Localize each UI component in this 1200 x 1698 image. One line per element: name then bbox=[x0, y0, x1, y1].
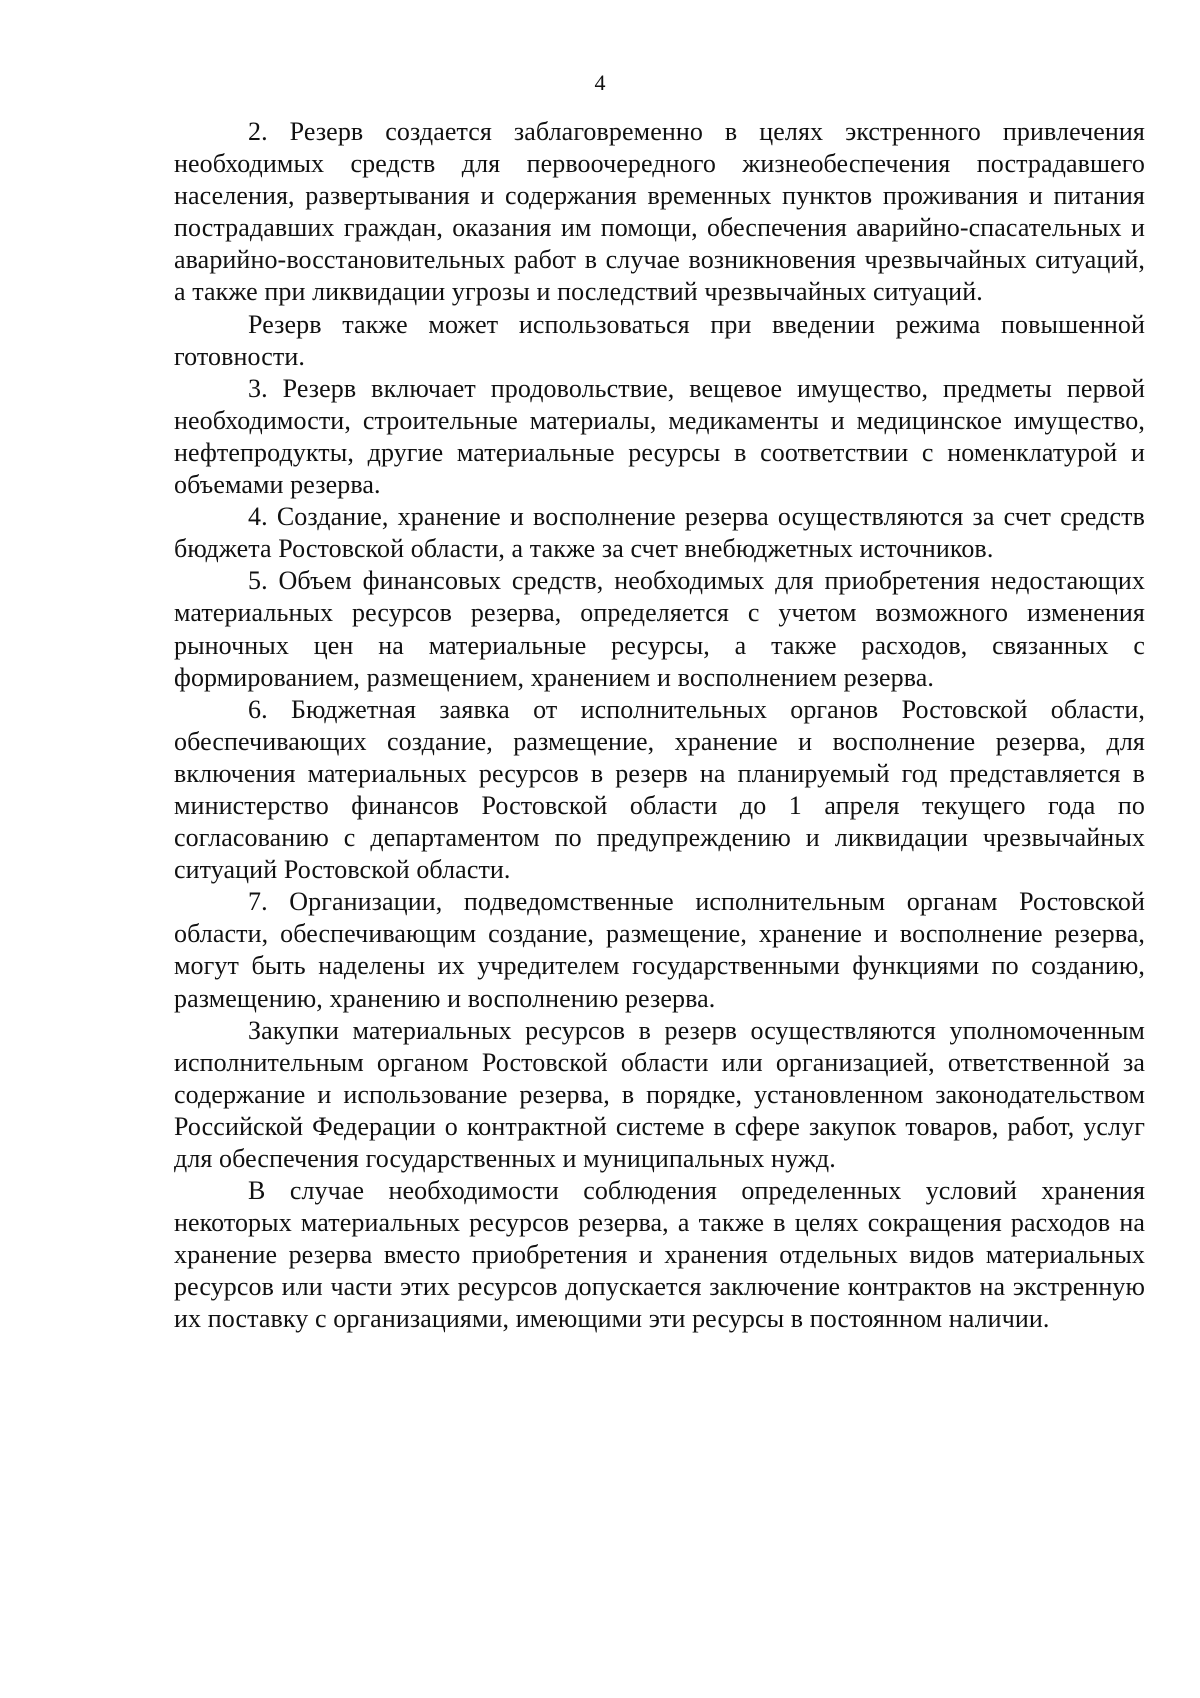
paragraph-2-continuation: Резерв также может использоваться при введении режима повышенной готовности. bbox=[174, 309, 1145, 371]
paragraph-3: 3. Резерв включает продовольствие, вещевое имущество, предметы первой необходимости, строительные материалы, медикаменты и медицинское имущество, нефтепродукты, другие материальные ресурсы в соответствии с номенклатурой и объемами резерва. bbox=[174, 373, 1145, 500]
paragraph-5: 5. Объем финансовых средств, необходимых для приобретения недостающих материальных ресурсов резерва, определяется с учетом возможного изменения рыночных цен на материальные ресурсы, а также расходов, связанных с формированием, размещением, хранением и восполнением резерва. bbox=[174, 566, 1145, 692]
paragraph-4: 4. Создание, хранение и восполнение резерва осуществляются за счет средств бюджета Ростовской области, а также за счет внебюджетных источников. bbox=[174, 502, 1145, 564]
page-number: 4 bbox=[594, 70, 606, 95]
paragraph-7-procurement: Закупки материальных ресурсов в резерв осуществляются уполномоченным исполнительным органом Ростовской области или организацией, ответственной за содержание и использование резерва, в порядке, установленном законодательством Российской Федерации о контрактной системе в сфере закупок товаров, работ, услуг для обеспечения государственных и муниципальных нужд. bbox=[174, 1015, 1145, 1173]
paragraph-7: 7. Организации, подведомственные исполнительным органам Ростовской области, обеспечивающим создание, размещение, хранение и восполнение резерва, могут быть наделены их учредителем государственными функциями по созданию, размещению, хранению и восполнению резерва. bbox=[174, 887, 1145, 1013]
paragraph-2: 2. Резерв создается заблаговременно в целях экстренного привлечения необходимых средств для первоочередного жизнеобеспечения пострадавшего населения, развертывания и содержания временных пунктов проживания и питания пострадавших граждан, оказания им помощи, обеспечения аварийно-спасательных и аварийно-восстановительных работ в случае возникновения чрезвычайных ситуаций, а также при ликвидации угрозы и последствий чрезвычайных ситуаций. bbox=[174, 117, 1145, 307]
paragraph-6: 6. Бюджетная заявка от исполнительных органов Ростовской области, обеспечивающих создание, размещение, хранение и восполнение резерва, для включения материальных ресурсов в резерв на планируемый год представляется в министерство финансов Ростовской области до 1 апреля текущего года по согласованию с департаментом по предупреждению и ликвидации чрезвычайных ситуаций Ростовской области. bbox=[174, 694, 1145, 885]
paragraph-7-contracts: В случае необходимости соблюдения определенных условий хранения некоторых материальных ресурсов резерва, а также в целях сокращения расходов на хранение резерва вместо приобретения и хранения отдельных видов материальных ресурсов или части этих ресурсов допускается заключение контрактов на экстренную их поставку с организациями, имеющими эти ресурсы в постоянном наличии. bbox=[174, 1176, 1145, 1334]
document-body bbox=[174, 116, 1145, 1336]
